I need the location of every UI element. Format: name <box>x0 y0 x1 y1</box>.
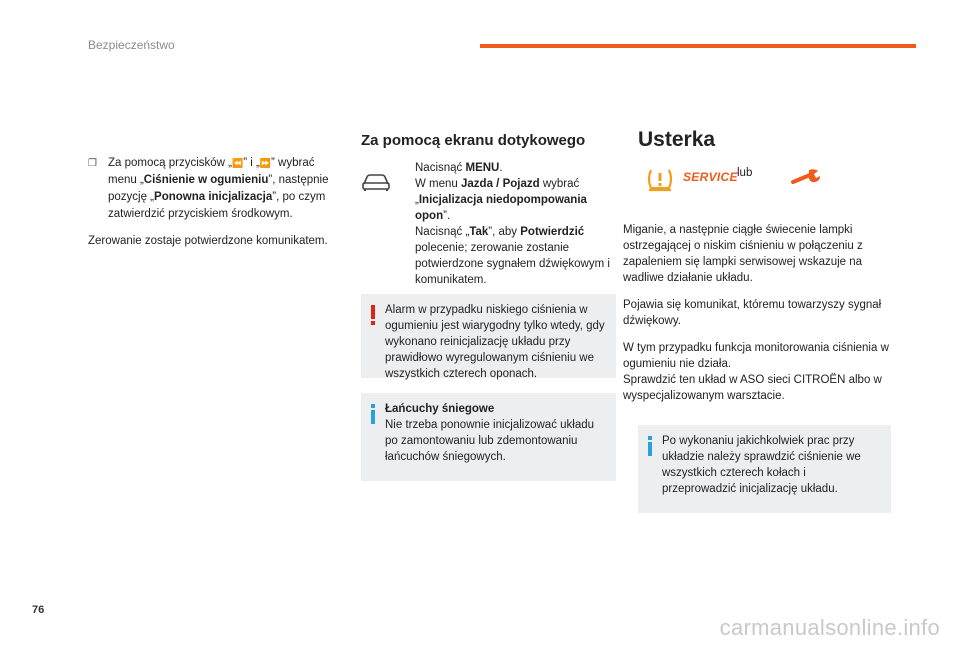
text: ” i „ <box>243 157 260 169</box>
text: ”, po czym zatwierdzić przyciskiem środkowym. <box>108 191 326 220</box>
warning-text: Alarm w przypadku niskiego ciśnienia w ogumieniu jest wiarygodny tylko wtedy, gdy wykonano reinicjalizację układu przy prawidłowo wyregulowanym ciśnieniu we wszystkich czterech oponach. <box>385 304 605 380</box>
bullet-instruction <box>88 155 343 223</box>
step-confirm <box>415 224 615 288</box>
left-column <box>88 155 343 250</box>
text: ”, następnie pozycję „ <box>108 174 329 203</box>
watermark: carmanualsonline.info <box>719 615 940 640</box>
exclamation-icon <box>367 304 379 326</box>
step-menu <box>415 160 615 176</box>
car-icon <box>361 172 391 192</box>
info-icon <box>644 435 656 457</box>
text: wybrać „ <box>415 178 580 206</box>
rewind-icon: ⏪ <box>231 158 244 168</box>
info-text: Nie trzeba ponownie inicjalizować układu po zamontowaniu lub zdemontowaniu łańcuchów śniegowych. <box>385 419 595 463</box>
text: polecenie; zerowanie zostanie potwierdzone sygnałem dźwiękowym i komunikatem. <box>415 242 610 286</box>
text: Nacisnąć „ <box>415 226 470 238</box>
info-box-fault <box>638 425 891 513</box>
touch-screen-text <box>415 160 615 288</box>
or-text: lub <box>737 167 753 179</box>
page-number: 76 <box>32 604 45 616</box>
forward-icon: ⏩ <box>259 158 272 168</box>
bullet-text <box>108 155 343 223</box>
text: ”. <box>443 210 451 222</box>
text: . <box>499 162 503 174</box>
section-title: Bezpieczeństwo <box>88 38 175 52</box>
function-name: Inicjalizacja niedopompowania opon <box>415 194 587 222</box>
confirm-label: Potwierdzić <box>520 226 585 238</box>
warning-box <box>361 294 616 378</box>
info-title <box>385 401 608 417</box>
menu-name: Jazda / Pojazd <box>461 178 540 190</box>
info-icon <box>367 403 379 425</box>
fault-text-column <box>623 222 893 415</box>
menu-name: Ciśnienie w ogumieniu <box>143 174 269 186</box>
confirm-text: Zerowanie zostaje potwierdzone komunikatem. <box>88 235 328 247</box>
text: ”, aby <box>488 226 521 238</box>
text: Za pomocą przycisków „ <box>108 157 232 169</box>
text: W menu <box>415 178 462 190</box>
text: ” wybrać menu „ <box>108 157 315 186</box>
fault-heading: Usterka <box>638 128 716 151</box>
title: Łańcuchy śniegowe <box>385 403 495 415</box>
tyre-pressure-warning-icon <box>645 166 675 192</box>
bullet-icon: ❒ <box>88 158 97 169</box>
info-text: Po wykonaniu jakichkolwiek prac przy układzie należy sprawdzić ciśnienie we wszystkich czterech kołach i przeprowadzić inicjalizację układu. <box>662 435 861 495</box>
fault-paragraph: Miganie, a następnie ciągłe świecenie lampki ostrzegającej o niskim ciśnieniu w połączeniu z zapaleniem się lampki serwisowej wskazuje na wadliwe działanie układu. <box>623 224 863 284</box>
touch-screen-heading: Za pomocą ekranu dotykowego <box>361 132 586 149</box>
text: Nacisnąć <box>415 162 466 174</box>
fault-paragraph: Pojawia się komunikat, któremu towarzyszy sygnał dźwiękowy. <box>623 299 882 327</box>
yes-label: Tak <box>469 226 489 238</box>
text: W tym przypadku funkcja monitorowania ciśnienia w ogumieniu nie działa. <box>623 342 889 370</box>
header-accent-bar <box>480 44 916 48</box>
service-label: SERVICE <box>683 170 738 184</box>
fault-paragraph <box>623 340 893 372</box>
menu-item-name: Ponowna inicjalizacja <box>154 191 273 203</box>
wrench-icon <box>790 166 822 188</box>
step-select <box>415 176 615 224</box>
fault-paragraph: Sprawdzić ten układ w ASO sieci CITROËN albo w wyspecjalizowanym warsztacie. <box>623 374 882 402</box>
menu-button-name: MENU <box>465 162 500 174</box>
info-box-snow-chains <box>361 393 616 481</box>
